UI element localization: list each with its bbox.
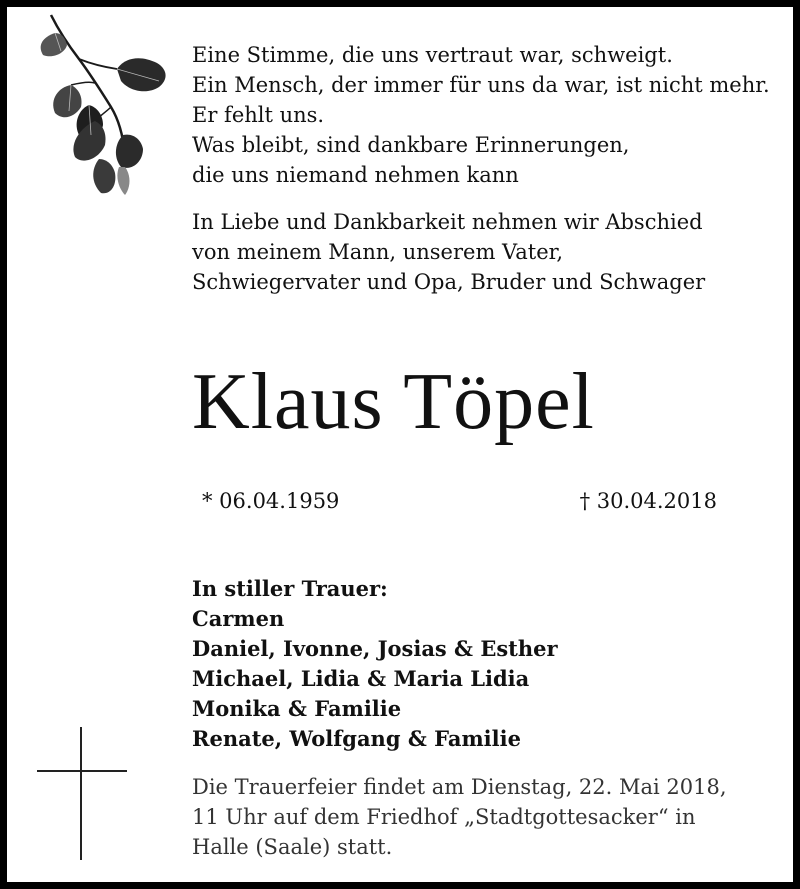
farewell-intro <box>192 207 782 297</box>
deceased-name: Klaus Töpel <box>192 358 595 446</box>
mourner-entry: Michael, Lidia & Maria Lidia <box>192 666 530 691</box>
poem-line: Eine Stimme, die uns vertraut war, schweigt. <box>192 43 673 67</box>
poem-line: Ein Mensch, der immer für uns da war, ist nicht mehr. <box>192 73 770 97</box>
mourner-entry: Monika & Familie <box>192 696 402 721</box>
birch-branch-icon <box>29 11 179 201</box>
poem <box>192 40 782 190</box>
intro-line: Schwiegervater und Opa, Bruder und Schwager <box>192 270 706 294</box>
mourner-entry: Renate, Wolfgang & Familie <box>192 726 521 751</box>
mourner-entry: Daniel, Ivonne, Josias & Esther <box>192 636 558 661</box>
mourners-list <box>192 574 558 754</box>
funeral-line: 11 Uhr auf dem Friedhof „Stadtgottesacker“ in <box>192 805 696 829</box>
intro-line: In Liebe und Dankbarkeit nehmen wir Abschied <box>192 210 703 234</box>
birth-date: * 06.04.1959 <box>202 489 340 513</box>
poem-line: Was bleibt, sind dankbare Erinnerungen, <box>192 133 630 157</box>
funeral-info <box>192 772 782 862</box>
funeral-line: Halle (Saale) statt. <box>192 835 393 859</box>
poem-line: die uns niemand nehmen kann <box>192 163 519 187</box>
funeral-line: Die Trauerfeier findet am Dienstag, 22. Mai 2018, <box>192 775 727 799</box>
death-date: † 30.04.2018 <box>579 489 717 513</box>
intro-line: von meinem Mann, unserem Vater, <box>192 240 564 264</box>
mourners-heading: In stiller Trauer: <box>192 576 388 601</box>
mourner-entry: Carmen <box>192 606 285 631</box>
cross-icon <box>37 727 127 862</box>
poem-line: Er fehlt uns. <box>192 103 325 127</box>
